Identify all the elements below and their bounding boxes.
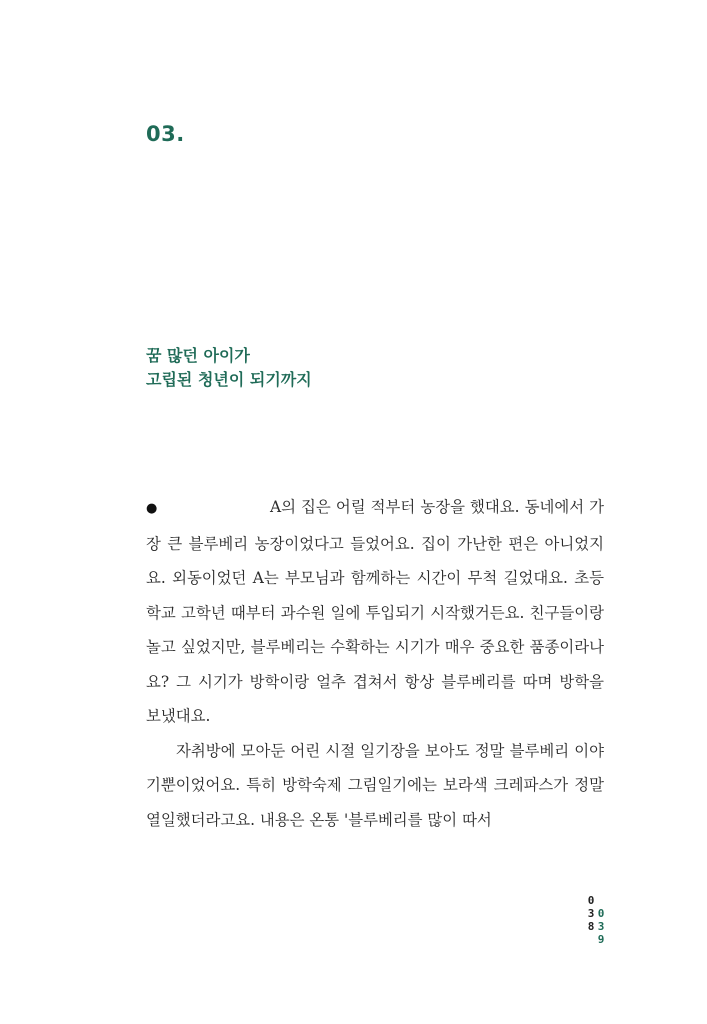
page-digit: 0 <box>587 894 595 907</box>
paragraph-1-text: A의 집은 어릴 적부터 농장을 했대요. 동네에서 가장 큰 블루베리 농장이었다고 들었어요. 집이 가난한 편은 아니었지요. 외동이었던 A는 부모님과 함께하는 시간이 무척 길었대요. 초등학교 고학년 때부터 과수원 일에 투입되기 시작했거든요. 친구들이랑 놀고 싶었지만, 블루베리는 수확하는 시기가 매우 중요한 품종이라나요? 그 시기가 방학이랑 얼추 겹쳐서 항상 블루베리를 따며 방학을 보냈대요. <box>146 498 604 725</box>
page-number-right <box>596 907 606 946</box>
page-digit: 0 <box>597 907 605 920</box>
paragraph-2 <box>146 734 604 838</box>
chapter-title-line-2: 고립된 청년이 되기까지 <box>146 370 312 389</box>
page-digit: 3 <box>587 907 595 920</box>
chapter-title <box>146 344 312 392</box>
body-text <box>146 490 604 837</box>
bullet-icon: ● <box>146 501 158 516</box>
chapter-number: 03. <box>146 122 185 146</box>
paragraph-2-text: 자취방에 모아둔 어린 시절 일기장을 보아도 정말 블루베리 이야기뿐이었어요. 특히 방학숙제 그림일기에는 보라색 크레파스가 정말 열일했더라고요. 내용은 온통 '블루베리를 많이 따서 <box>146 741 604 829</box>
page-digit: 8 <box>587 920 595 933</box>
paragraph-1 <box>146 490 604 734</box>
page-digit: 9 <box>597 933 605 946</box>
page-number-left <box>586 894 596 933</box>
chapter-title-line-1: 꿈 많던 아이가 <box>146 346 250 365</box>
page-digit: 3 <box>597 920 605 933</box>
